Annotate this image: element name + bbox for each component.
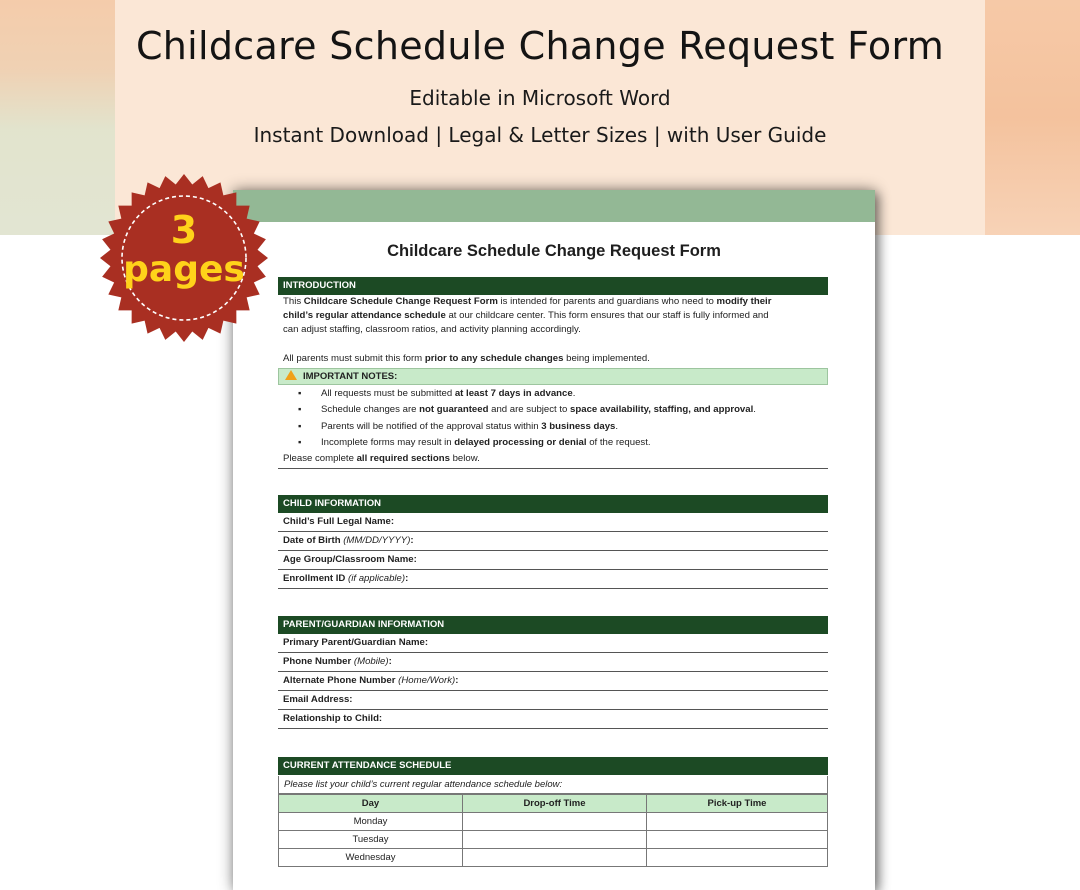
child-dob-field[interactable]: [278, 532, 828, 551]
section-schedule-heading: CURRENT ATTENDANCE SCHEDULE: [278, 757, 828, 775]
note-text: Incomplete forms may result in: [321, 437, 455, 448]
document-preview: Childcare Schedule Change Request Form INTRODUCTION This Childcare Schedule Change Request Form is intended for parents and guardians who need to modify their child’s regular attendance schedule at our childcare center. This form ensures that our staff is fully informed and can adjust staffing, classroom ratios, and activity planning accordingly. All parents must submit this form prior to any schedule changes being implemented. IMPORTANT NOTES: ▪ All requests must be submitted at least 7 days in advance. ▪ Schedule changes are not guaranteed and are subject to space availability, staffing, and approval. ▪ Parents will be notified of the approval status within 3 business days. ▪ Incomplete forms may result in delayed processing or denial of the request. Please complete all required sections below. CHILD INFORMATION Child’s Full Legal Name: Date of Birth (MM/DD/YYYY): Age Group/Classroom Name: Enrollment ID (if applicable): PARENT/GUARDIAN INFORMATION Primary Parent/Guardian Name: Phone Number (Mobile): Alternate Phone Number (Home/Work): Email Address: Relationship to Child: CURRENT ATTENDANCE SCHEDULE Please list your child’s current regular attendance schedule below: Day Drop-off Time Pick-up Time Monday Tuesday Wednesday: [233, 190, 875, 890]
note-text: .: [572, 388, 576, 399]
note-text: .: [753, 404, 756, 415]
note-text: and are subject to: [488, 404, 571, 415]
important-notes-heading: IMPORTANT NOTES:: [303, 371, 398, 382]
intro-text: can adjust staffing, classroom ratios, and activity planning accordingly.: [283, 324, 581, 335]
badge-number: 3: [170, 208, 198, 252]
note-text: Please complete: [283, 453, 357, 464]
section-parent-info-heading: PARENT/GUARDIAN INFORMATION: [278, 616, 828, 634]
subtitle-download-info: Instant Download | Legal & Letter Sizes | with User Guide: [253, 123, 827, 147]
field-label: Enrollment ID: [283, 573, 349, 584]
child-enrollment-id-field[interactable]: [278, 570, 828, 589]
parent-alt-phone-field[interactable]: [278, 672, 828, 691]
field-label: Relationship to Child:: [283, 713, 383, 724]
note-text-bold: space availability, staffing, and approval: [570, 404, 754, 415]
table-row: [279, 813, 828, 831]
day-cell: Monday: [279, 813, 463, 831]
intro-text-bold: child’s regular attendance schedule: [283, 310, 446, 321]
field-suffix: :: [405, 573, 409, 584]
page-title: Childcare Schedule Change Request Form: [135, 24, 945, 68]
parent-email-field[interactable]: [278, 691, 828, 710]
important-notes-bar: [278, 368, 828, 385]
field-suffix: :: [455, 675, 459, 686]
table-header-row: [279, 795, 828, 813]
note-text-bold: delayed processing or denial: [454, 437, 587, 448]
intro-text: This: [283, 296, 304, 307]
intro-text: is intended for parents and guardians who need to: [497, 296, 717, 307]
note-text-bold: all required sections: [356, 453, 450, 464]
section-introduction-heading: INTRODUCTION: [278, 277, 828, 295]
parent-name-field[interactable]: [278, 634, 828, 653]
column-header-dropoff: Drop-off Time: [463, 795, 647, 813]
intro-submit-note: [283, 352, 823, 366]
note-text: of the request.: [586, 437, 651, 448]
intro-text-bold: prior to any schedule changes: [424, 353, 564, 364]
parent-relationship-field[interactable]: [278, 710, 828, 729]
intro-paragraph: [283, 295, 823, 337]
column-header-day: Day: [279, 795, 463, 813]
dropoff-cell[interactable]: [463, 831, 647, 849]
note-text-bold: not guaranteed: [419, 404, 489, 415]
note-text: below.: [449, 453, 480, 464]
subtitle-editable: Editable in Microsoft Word: [409, 86, 671, 110]
note-text: All requests must be submitted: [321, 388, 455, 399]
field-suffix: :: [410, 535, 414, 546]
note-text-bold: 3 business days: [541, 421, 616, 432]
intro-text-bold: Childcare Schedule Change Request Form: [303, 296, 498, 307]
section-child-info-heading: CHILD INFORMATION: [278, 495, 828, 513]
note-text: .: [615, 421, 619, 432]
intro-text: at our childcare center. This form ensures that our staff is fully informed and: [445, 310, 769, 321]
notes-footer: [283, 452, 823, 466]
note-text: Parents will be notified of the approval status within: [321, 421, 542, 432]
field-hint: (Home/Work): [398, 675, 456, 686]
dropoff-cell[interactable]: [463, 813, 647, 831]
field-label: Alternate Phone Number: [283, 675, 399, 686]
divider: [278, 468, 828, 469]
day-cell: Tuesday: [279, 831, 463, 849]
table-row: [279, 831, 828, 849]
document-title: Childcare Schedule Change Request Form: [387, 242, 721, 260]
document-header-band: [233, 190, 875, 222]
field-suffix: :: [388, 656, 392, 667]
parent-phone-field[interactable]: [278, 653, 828, 672]
badge-label: pages: [123, 249, 245, 290]
field-label: Date of Birth: [283, 535, 344, 546]
field-label: Email Address:: [283, 694, 353, 705]
schedule-instructions: Please list your child’s current regular attendance schedule below:: [278, 776, 828, 794]
pickup-cell[interactable]: [647, 831, 828, 849]
day-cell: Wednesday: [279, 849, 463, 867]
pickup-cell[interactable]: [647, 813, 828, 831]
child-classroom-field[interactable]: [278, 551, 828, 570]
note-text: Schedule changes are: [321, 404, 420, 415]
warning-icon: [285, 370, 297, 380]
field-hint: (Mobile): [353, 656, 389, 667]
child-name-field[interactable]: [278, 513, 828, 532]
field-label: Age Group/Classroom Name:: [283, 554, 417, 565]
field-label: Phone Number: [283, 656, 354, 667]
field-label: Primary Parent/Guardian Name:: [283, 637, 429, 648]
field-hint: (MM/DD/YYYY): [343, 535, 411, 546]
note-text-bold: at least 7 days in advance: [454, 388, 573, 399]
intro-text: All parents must submit this form: [283, 353, 425, 364]
intro-text-bold: modify their: [716, 296, 772, 307]
intro-text: being implemented.: [563, 353, 650, 364]
attendance-table: [278, 794, 828, 867]
field-hint: (if applicable): [348, 573, 406, 584]
column-header-pickup: Pick-up Time: [647, 795, 828, 813]
field-label: Child’s Full Legal Name:: [283, 516, 395, 527]
